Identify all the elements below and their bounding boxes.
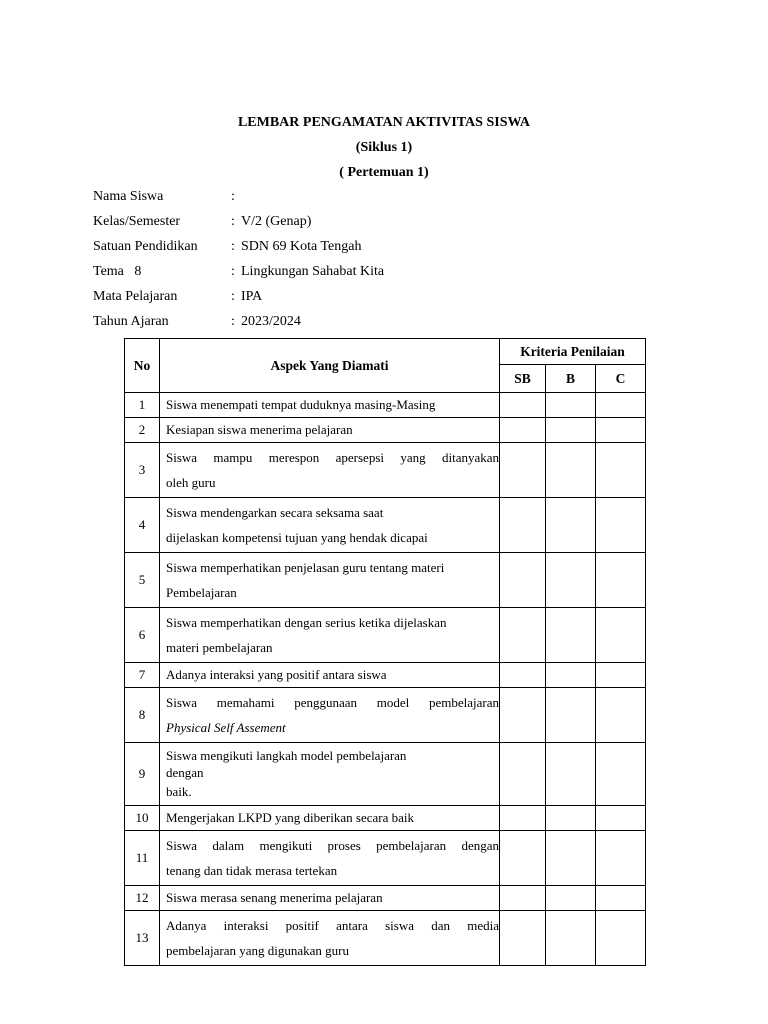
score-cell-b[interactable] [546,886,596,911]
cycle-label: (Siklus 1) [355,140,413,155]
header-no: No [125,339,160,393]
identity-row-name: Nama Siswa : [93,189,235,204]
observation-table [124,338,646,966]
score-cell-c[interactable] [596,743,646,806]
identity-row-subject: Mata Pelajaran : IPA [93,289,263,304]
score-cell-b[interactable] [546,553,596,608]
header-aspect: Aspek Yang Diamati [160,339,500,393]
score-cell-c[interactable] [596,663,646,688]
table-row: 12 Siswa merasa senang menerima pelajaran [125,886,646,911]
table-row: 9 Siswa mengikuti langkah model pembelajaran dengan baik. [125,743,646,806]
score-cell-sb[interactable] [500,688,546,743]
score-cell-c[interactable] [596,498,646,553]
table-row: 10 Mengerjakan LKPD yang diberikan secara baik [125,806,646,831]
table-row: 6 Siswa memperhatikan dengan serius ketika dijelaskan materi pembelajaran [125,608,646,663]
table-row: 3 Siswa mampu merespon apersepsi yang ditanyakan oleh guru [125,443,646,498]
score-cell-sb[interactable] [500,498,546,553]
table-row: 7 Adanya interaksi yang positif antara siswa [125,663,646,688]
score-cell-b[interactable] [546,663,596,688]
score-cell-b[interactable] [546,498,596,553]
score-cell-b[interactable] [546,688,596,743]
identity-row-year: Tahun Ajaran : 2023/2024 [93,314,301,329]
score-cell-c[interactable] [596,553,646,608]
score-cell-sb[interactable] [500,886,546,911]
score-cell-c[interactable] [596,688,646,743]
score-cell-c[interactable] [596,418,646,443]
score-cell-b[interactable] [546,806,596,831]
table-row: 1 Siswa menempati tempat duduknya masing-Masing [125,393,646,418]
score-cell-sb[interactable] [500,663,546,688]
table-row: 11 Siswa dalam mengikuti proses pembelajaran dengan tenang dan tidak merasa tertekan [125,831,646,886]
table-row: 5 Siswa memperhatikan penjelasan guru tentang materi Pembelajaran [125,553,646,608]
score-cell-c[interactable] [596,911,646,966]
score-cell-c[interactable] [596,831,646,886]
score-cell-sb[interactable] [500,743,546,806]
score-cell-sb[interactable] [500,831,546,886]
score-cell-c[interactable] [596,393,646,418]
score-cell-b[interactable] [546,393,596,418]
score-cell-b[interactable] [546,418,596,443]
score-cell-b[interactable] [546,743,596,806]
score-cell-c[interactable] [596,608,646,663]
score-cell-b[interactable] [546,831,596,886]
document-title: LEMBAR PENGAMATAN AKTIVITAS SISWA [237,115,531,130]
table-row: 2 Kesiapan siswa menerima pelajaran [125,418,646,443]
score-cell-sb[interactable] [500,806,546,831]
score-cell-c[interactable] [596,806,646,831]
table-row: 4 Siswa mendengarkan secara seksama saat dijelaskan kompetensi tujuan yang hendak dicapai [125,498,646,553]
table-row: 13 Adanya interaksi positif antara siswa dan media pembelajaran yang digunakan guru [125,911,646,966]
identity-row-class: Kelas/Semester : V/2 (Genap) [93,214,312,229]
document-header [0,112,768,187]
score-cell-sb[interactable] [500,443,546,498]
score-cell-c[interactable] [596,886,646,911]
score-cell-b[interactable] [546,911,596,966]
score-cell-sb[interactable] [500,553,546,608]
score-cell-sb[interactable] [500,393,546,418]
table-row: 8 Siswa memahami penggunaan model pembelajaran Physical Self Assement [125,688,646,743]
score-cell-sb[interactable] [500,911,546,966]
header-criteria-c: C [596,365,646,393]
score-cell-b[interactable] [546,608,596,663]
header-criteria-sb: SB [500,365,546,393]
identity-section [93,186,384,336]
score-cell-sb[interactable] [500,608,546,663]
identity-row-school: Satuan Pendidikan : SDN 69 Kota Tengah [93,239,362,254]
score-cell-c[interactable] [596,443,646,498]
meeting-label: ( Pertemuan 1) [339,165,429,180]
header-criteria-b: B [546,365,596,393]
identity-row-theme: Tema 8 : Lingkungan Sahabat Kita [93,264,385,279]
score-cell-sb[interactable] [500,418,546,443]
header-criteria: Kriteria Penilaian [500,339,646,365]
score-cell-b[interactable] [546,443,596,498]
